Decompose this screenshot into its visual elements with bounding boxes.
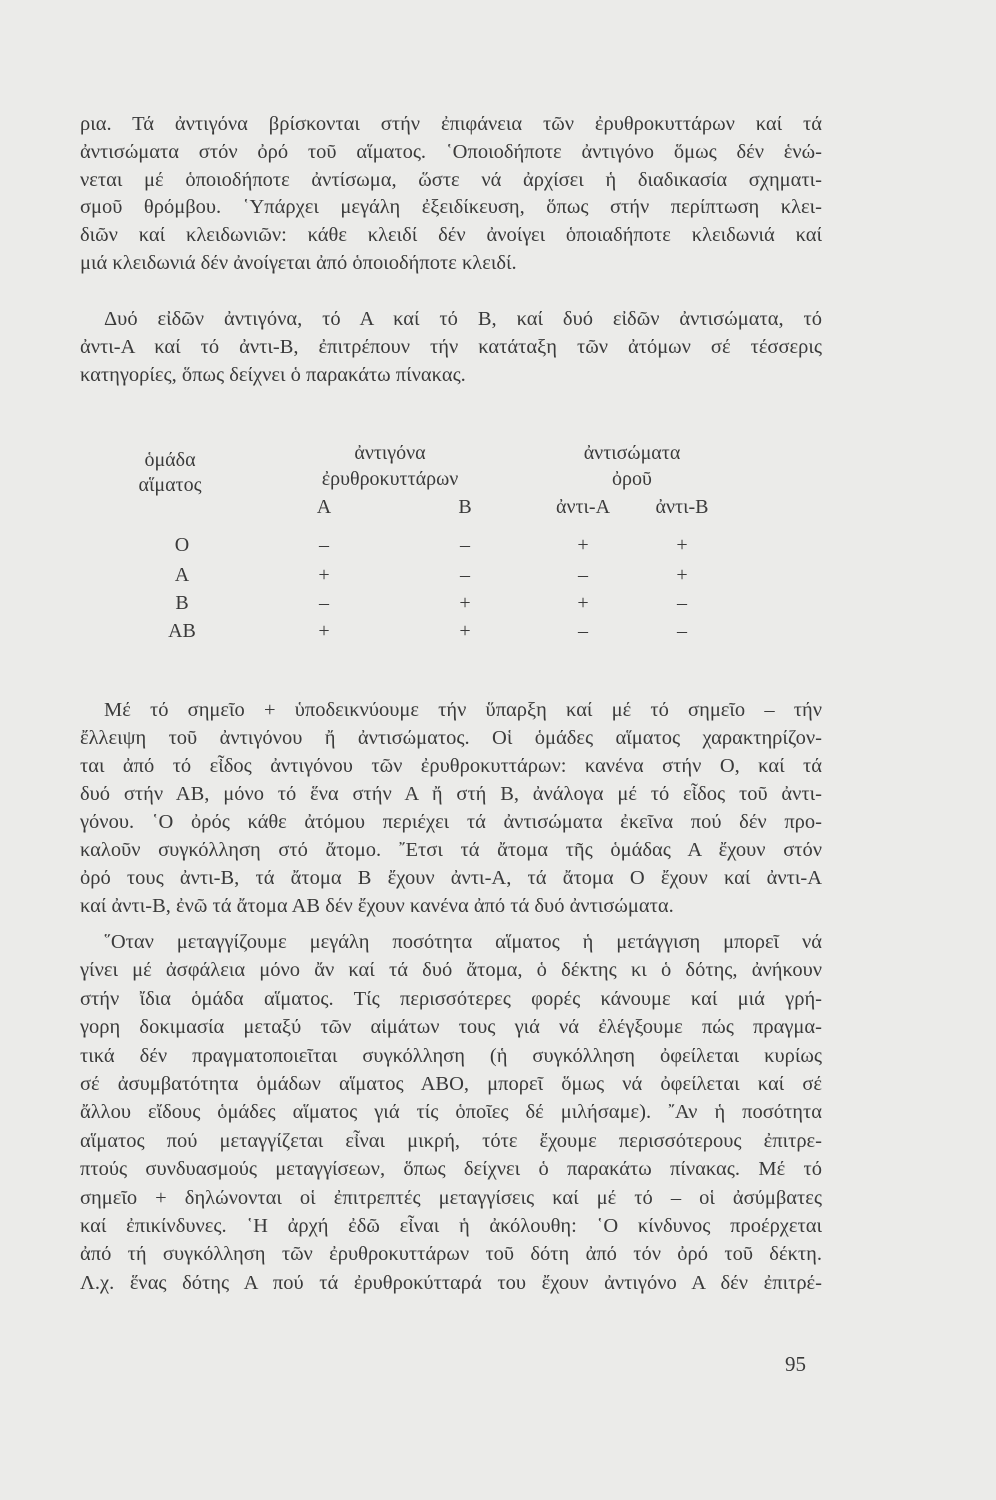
table-cell: + [459, 592, 471, 614]
text-line: καί ἐπικίνδυνες. ῾Η ἀρχή ἐδῶ εἶναι ἡ ἀκόλουθη: ῾Ο κίνδυνος προέρχεται [80, 1215, 822, 1237]
table-cell: + [676, 564, 688, 586]
header-antigens-2: ἐρυθροκυττάρων [321, 468, 459, 490]
subheader-a: Α [316, 496, 332, 518]
text-line: καί ἀντι-Β, ἐνῶ τά ἄτομα ΑΒ δέν ἔχουν κανένα ἀπό τά δυό ἀντισώματα. [80, 895, 674, 917]
text-line: σέ ἀσυμβατότητα ὁμάδων αἵματος ΑΒΟ, μπορεῖ ὅμως νά ὀφείλεται καί σέ [80, 1073, 822, 1095]
table-cell: – [319, 592, 329, 614]
text-line: ἄλλου εἴδους ὁμάδες αἵματος γιά τίς ὁποῖες δέ μιλήσαμε). ῎Αν ἡ ποσότητα [80, 1101, 822, 1124]
table-cell: – [578, 620, 588, 642]
table-cell: + [318, 620, 330, 642]
text-line: γόνου. ῾Ο ὀρός κάθε ἀτόμου περιέχει τά ἀντισώματα ἐκεῖνα πού δέν προ- [80, 811, 822, 833]
header-antigens-1: ἀντιγόνα [354, 442, 426, 464]
text-line: πτούς συνδυασμούς μεταγγίσεων, ὅπως δείχνει ὁ παρακάτω πίνακας. Μέ τό [80, 1158, 822, 1181]
subheader-anti-a: ἀντι-Α [555, 496, 611, 518]
header-group-2: αἵματος [138, 474, 202, 496]
text-line: καλοῦν συγκόλληση στό ἄτομο. ῎Ετσι τά ἄτομα τῆς ὁμάδας Α ἔχουν στόν [80, 839, 822, 861]
header-group-1: ὁμάδα [144, 449, 196, 471]
text-line: νεται μέ ὁποιοδήποτε ἀντίσωμα, ὥστε νά ἀρχίσει ἡ διαδικασία σχηματι- [80, 168, 822, 191]
subheader-b: Β [458, 496, 472, 518]
table-cell: – [460, 564, 470, 586]
text-line: δυό στήν ΑΒ, μόνο τό ἕνα στήν Α ἤ στή Β, ἀνάλογα μέ τό εἶδος τοῦ ἀντι- [80, 783, 822, 805]
text-line: ται ἀπό τό εἶδος ἀντιγόνου τῶν ἐρυθροκυττάρων: κανένα στήν Ο, καί τά [80, 755, 822, 777]
text-line: Δυό εἰδῶν ἀντιγόνα, τό Α καί τό Β, καί δυό εἰδῶν ἀντισώματα, τό [104, 308, 822, 330]
subheader-anti-b: ἀντι-Β [655, 496, 709, 518]
text-line: σμοῦ θρόμβου. ῾Υπάρχει μεγάλη ἐξειδίκευση, ὅπως στήν περίπτωση κλει- [80, 196, 822, 219]
table-cell: – [677, 620, 687, 642]
text-line: μιά κλειδωνιά δέν ἀνοίγεται ἀπό ὁποιοδήποτε κλειδί. [80, 252, 517, 274]
text-line: ὀρό τους ἀντι-Β, τά ἄτομα Β ἔχουν ἀντι-Α, τά ἄτομα Ο ἔχουν καί ἀντι-Α [80, 867, 822, 889]
text-line: ἀντισώματα στόν ὀρό τοῦ αἵματος. ῾Οποιοδήποτε ἀντιγόνο ὅμως δέν ἑνώ- [80, 140, 822, 163]
text-line: διῶν καί κλειδωνιῶν: κάθε κλειδί δέν ἀνοίγει ὁποιαδήποτε κλειδωνιά καί [80, 224, 822, 247]
table-cell: + [577, 534, 589, 556]
text-line: ἀπό τή συγκόλληση τῶν ἐρυθροκυττάρων τοῦ δότη ἀπό τόν ὀρό τοῦ δέκτη. [80, 1243, 822, 1266]
text-line: Μέ τό σημεῖο + ὑποδεικνύουμε τήν ὕπαρξη καί μέ τό σημεῖο – τήν [104, 699, 822, 721]
table-cell: + [676, 534, 688, 556]
text-line: τικά δέν πραγματοποιεῖται συγκόλληση (ἡ συγκόλληση ὀφείλεται κυρίως [80, 1044, 822, 1067]
table-cell: – [460, 534, 470, 556]
table-cell: + [318, 564, 330, 586]
group-label: Ο [174, 534, 190, 556]
header-antibodies-1: ἀντισώματα [583, 442, 681, 464]
table-cell: + [459, 620, 471, 642]
text-line: σημεῖο + δηλώνονται οἱ ἐπιτρεπτές μεταγγίσεις καί μέ τό – οἱ ἀσύμβατες [80, 1186, 822, 1209]
text-line: αἵματος πού μεταγγίζεται εἶναι μικρή, τότε ἔχουμε περισσότερους ἐπιτρε- [80, 1129, 822, 1152]
text-line: γορη δοκιμασία μεταξύ τῶν αἱμάτων τους γιά νά ἐλέγξουμε πώς πραγμα- [80, 1016, 822, 1039]
text-line: ῞Οταν μεταγγίζουμε μεγάλη ποσότητα αἵματος ἡ μετάγγιση μπορεῖ νά [104, 931, 822, 953]
page-number: 95 [785, 1352, 806, 1376]
header-antibodies-2: ὀροῦ [612, 468, 652, 490]
table-cell: – [578, 564, 588, 586]
group-label: Α [174, 564, 190, 586]
text-line: γίνει μέ ἀσφάλεια μόνο ἄν καί τά δυό ἄτομα, ὁ δέκτης κι ὁ δότης, ἀνήκουν [80, 959, 822, 982]
text-line: στήν ἴδια ὁμάδα αἵματος. Τίς περισσότερες φορές κάνουμε καί μιά γρή- [80, 987, 822, 1010]
table-cell: – [319, 534, 329, 556]
table-cell: + [577, 592, 589, 614]
table-cell: – [677, 592, 687, 614]
text-line: ρια. Τά ἀντιγόνα βρίσκονται στήν ἐπιφάνεια τῶν ἐρυθροκυττάρων καί τά [80, 113, 822, 135]
group-label: Β [175, 592, 189, 614]
text-line: κατηγορίες, ὅπως δείχνει ὁ παρακάτω πίνακας. [80, 364, 466, 386]
text-line: Λ.χ. ἕνας δότης Α πού τά ἐρυθροκύτταρά του ἔχουν ἀντιγόνο Α δέν ἐπιτρέ- [80, 1271, 822, 1294]
group-label: ΑΒ [168, 620, 196, 642]
text-line: ἔλλειψη τοῦ ἀντιγόνου ἤ ἀντισώματος. Οἱ ὁμάδες αἵματος χαρακτηρίζον- [80, 727, 822, 749]
text-line: ἀντι-Α καί τό ἀντι-Β, ἐπιτρέπουν τήν κατάταξη τῶν ἀτόμων σέ τέσσερις [80, 336, 822, 358]
